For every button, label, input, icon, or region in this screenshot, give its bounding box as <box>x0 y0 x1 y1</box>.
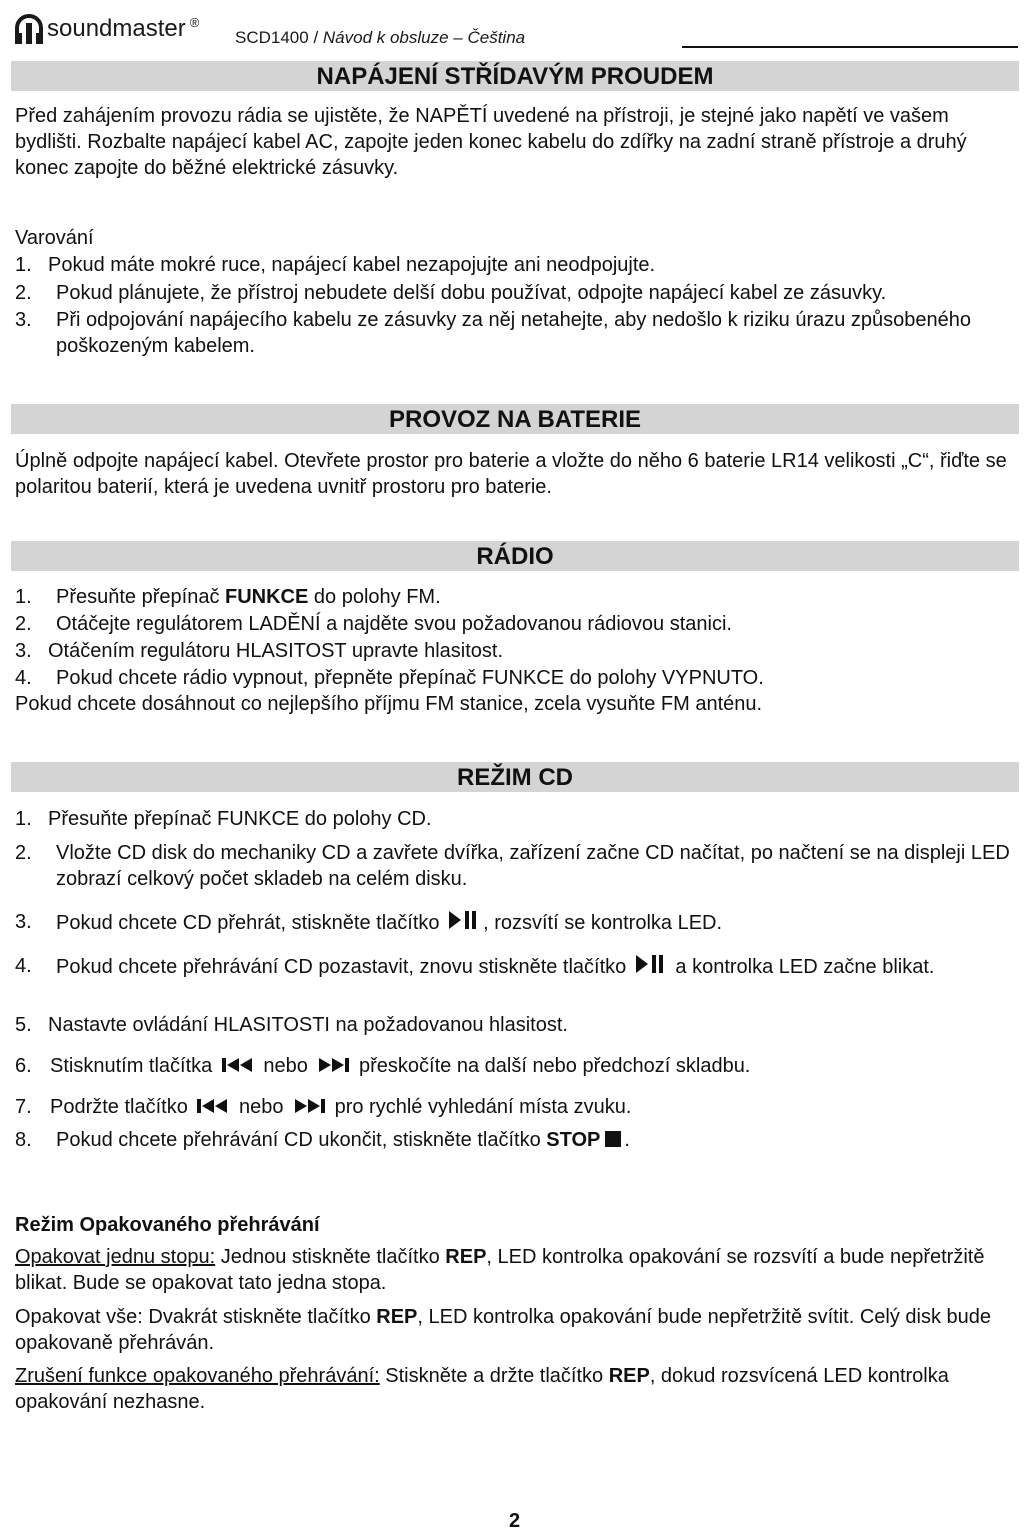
text-run: Stisknutím tlačítka <box>50 1055 218 1077</box>
item-text: Pokud chcete rádio vypnout, přepněte přepínač FUNKCE do polohy VYPNUTO. <box>56 667 764 689</box>
header-separator: / <box>308 28 323 47</box>
item-number: 2. <box>15 842 32 864</box>
item-number: 3. <box>15 309 32 331</box>
header-rule <box>682 46 1018 48</box>
item-text: Nastavte ovládání HLASITOSTI na požadovanou hlasitost. <box>48 1014 568 1036</box>
text-run: , LED kontrolka opakování bude nepřetržitě svítit. Celý disk bude opakovaně přehráván. <box>15 1306 992 1354</box>
item-text <box>56 1127 1019 1153</box>
brand-logo <box>14 14 199 46</box>
item-text <box>50 1053 1019 1079</box>
skip-previous-icon <box>220 1056 256 1074</box>
underlined-label: Opakovat jednu stopu: <box>15 1246 216 1268</box>
text-run: Stiskněte a držte tlačítko <box>379 1365 609 1387</box>
skip-next-icon <box>315 1056 351 1074</box>
item-text: Vložte CD disk do mechaniky CD a zavřete dvířka, zařízení začne CD načítat, po načtení se na displeji LED zobrazí celkový počet skladeb na celém disku. <box>56 842 1010 890</box>
warning-label: Varování <box>15 227 94 249</box>
registered-mark: ® <box>189 15 200 30</box>
repeat-one-paragraph <box>15 1244 1019 1296</box>
text-run: nebo <box>233 1096 290 1118</box>
item-text: Otáčejte regulátorem LADĚNÍ a najděte svou požadovanou rádiovou stanici. <box>56 613 732 635</box>
text-run: Jednou stiskněte tlačítko <box>215 1246 446 1268</box>
brand-name: soundmaster <box>47 15 186 42</box>
bold-text: REP <box>445 1246 487 1268</box>
bold-text: REP <box>608 1365 650 1387</box>
stop-icon <box>602 1130 622 1148</box>
underlined-label: Zrušení funkce opakovaného přehrávání: <box>15 1365 380 1387</box>
text-run: Opakovat vše: Dvakrát stiskněte tlačítko <box>15 1306 377 1328</box>
item-text <box>56 909 1019 936</box>
repeat-cancel-paragraph <box>15 1363 1019 1415</box>
text-run: . <box>624 1129 630 1151</box>
item-text <box>50 1094 1019 1120</box>
section-cd-title: REŽIM CD <box>11 762 1019 792</box>
item-text <box>56 584 1019 610</box>
text-run: pro rychlé vyhledání místa zvuku. <box>329 1096 632 1118</box>
section-ac-title: NAPÁJENÍ STŘÍDAVÝM PROUDEM <box>11 61 1019 91</box>
manual-language: Návod k obsluze – Čeština <box>322 28 526 47</box>
play-pause-icon <box>634 953 668 975</box>
repeat-heading: Režim Opakovaného přehrávání <box>15 1214 320 1236</box>
item-number: 5. <box>15 1014 32 1036</box>
radio-note: Pokud chcete dosáhnout co nejlepšího příjmu FM stanice, zcela vysuňte FM anténu. <box>15 693 763 715</box>
play-pause-icon <box>447 909 481 931</box>
repeat-all-paragraph <box>15 1304 1019 1356</box>
text-run: Podržte tlačítko <box>50 1096 194 1118</box>
text-run: Přesuňte přepínač <box>56 586 225 608</box>
skip-next-icon <box>291 1097 327 1115</box>
bold-text: STOP <box>546 1129 601 1151</box>
soundmaster-logo-icon <box>14 14 44 46</box>
item-text: Při odpojování napájecího kabelu ze zásuvky za něj netahejte, aby nedošlo k riziku úrazu způsobeného poškozeným kabelem. <box>56 309 972 357</box>
item-text: Pokud máte mokré ruce, napájecí kabel nezapojujte ani neodpojujte. <box>48 254 656 276</box>
item-number: 8. <box>15 1129 32 1151</box>
item-number: 3. <box>15 911 32 933</box>
item-number: 2. <box>15 613 32 635</box>
text-run: , rozsvítí se kontrolka LED. <box>483 912 723 934</box>
item-text: Pokud plánujete, že přístroj nebudete delší dobu používat, odpojte napájecí kabel ze zásuvky. <box>56 282 887 304</box>
item-number: 6. <box>15 1055 32 1077</box>
bold-text: REP <box>376 1306 418 1328</box>
item-number: 1. <box>15 586 32 608</box>
text-run: do polohy FM. <box>308 586 441 608</box>
text-run: Pokud chcete CD přehrát, stiskněte tlačítko <box>56 912 446 934</box>
item-number: 1. <box>15 254 32 276</box>
text-run: Pokud chcete přehrávání CD pozastavit, znovu stiskněte tlačítko <box>56 956 632 978</box>
item-number: 3. <box>15 640 32 662</box>
section-radio-title: RÁDIO <box>11 541 1019 571</box>
item-text: Přesuňte přepínač FUNKCE do polohy CD. <box>48 808 432 830</box>
skip-previous-icon <box>195 1097 231 1115</box>
text-run: a kontrolka LED začne blikat. <box>669 956 935 978</box>
text-run: nebo <box>257 1055 314 1077</box>
item-number: 2. <box>15 282 32 304</box>
ac-paragraph: Před zahájením provozu rádia se ujistěte, že NAPĚTÍ uvedené na přístroji, je stejné jako napětí ve vašem bydlišti. Rozbalte napájecí kabel AC, zapojte jeden konec kabelu do zdířky na zadní straně přístroje a druhý konec zapojte do běžné elektrické zásuvky. <box>15 105 967 179</box>
text-run: , dokud rozsvícená LED kontrolka opakování nezhasne. <box>15 1365 949 1413</box>
item-number: 7. <box>15 1096 32 1118</box>
bold-text: FUNKCE <box>225 586 309 608</box>
battery-paragraph: Úplně odpojte napájecí kabel. Otevřete prostor pro baterie a vložte do něho 6 baterie LR14 velikosti „C“, řiďte se polaritou baterií, která je uvedena uvnitř prostoru pro baterie. <box>15 450 1007 498</box>
text-run: přeskočíte na další nebo předchozí skladbu. <box>353 1055 751 1077</box>
text-run: Pokud chcete přehrávání CD ukončit, stiskněte tlačítko <box>56 1129 547 1151</box>
item-number: 4. <box>15 955 32 977</box>
document-id <box>235 28 525 48</box>
text-run: , LED kontrolka opakování se rozsvítí a bude nepřetržitě blikat. Bude se opakovat tato jedna stopa. <box>15 1246 985 1294</box>
item-number: 1. <box>15 808 32 830</box>
model-number: SCD1400 <box>235 28 309 47</box>
section-battery-title: PROVOZ NA BATERIE <box>11 404 1019 434</box>
page-header <box>14 14 1018 54</box>
page-number: 2 <box>508 1510 521 1532</box>
item-number: 4. <box>15 667 32 689</box>
item-text <box>56 953 1019 980</box>
item-text: Otáčením regulátoru HLASITOST upravte hlasitost. <box>48 640 504 662</box>
